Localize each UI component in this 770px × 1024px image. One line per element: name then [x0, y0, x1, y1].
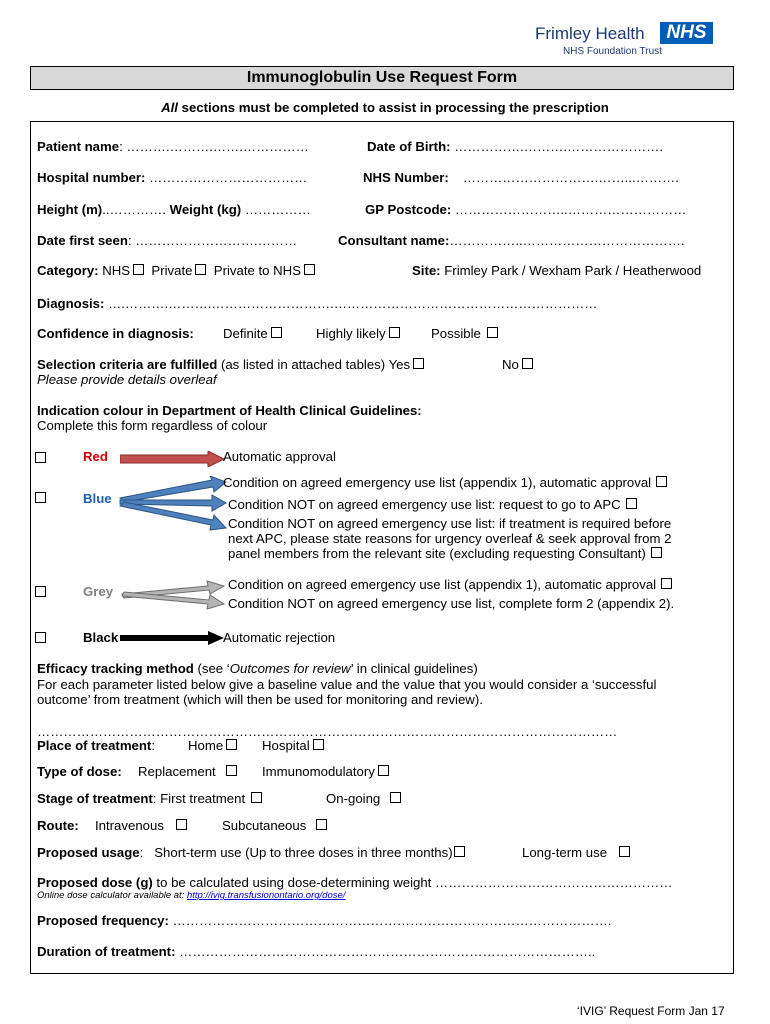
usage-field: Proposed usage: Short-term use (Up to three doses in three months) — [37, 845, 465, 860]
efficacy-dots[interactable]: …………………………………………………………………………………………………………………… — [37, 724, 618, 739]
route-subcutaneous-checkbox[interactable] — [316, 819, 327, 830]
category-nhs-checkbox[interactable] — [133, 264, 144, 275]
usage-long — [522, 845, 630, 860]
blue-option-3-checkbox[interactable] — [651, 547, 662, 558]
grey-option-1-checkbox[interactable] — [661, 578, 672, 589]
blue-option-1-checkbox[interactable] — [656, 476, 667, 487]
dose-rest: to be calculated using dose-determining weight ……………………………………………… — [152, 875, 673, 890]
frequency-label: Proposed frequency: — [37, 913, 169, 928]
confidence-definite — [223, 326, 282, 341]
route-intravenous-label: Intravenous — [95, 818, 164, 833]
category-private: Private — [151, 263, 193, 278]
hospital-number-label: Hospital number: — [37, 170, 146, 185]
dose-type-replacement-checkbox[interactable] — [226, 765, 237, 776]
usage-short-label: Short-term use (Up to three doses in three months) — [154, 845, 453, 860]
diagnosis-label: Diagnosis: — [37, 296, 105, 311]
blue-option-3-line3: panel members from the relevant site (excluding requesting Consultant) — [228, 546, 646, 561]
diagnosis-field[interactable] — [37, 296, 598, 311]
indication-subheading: Complete this form regardless of colour — [37, 418, 268, 433]
dob-dots: …………….……….…………………. — [450, 139, 663, 154]
grey-option-1-text: Condition on agreed emergency use list (appendix 1), automatic approval — [228, 577, 657, 592]
nhs-number-label: NHS Number: — [363, 170, 449, 185]
site-field — [412, 263, 701, 278]
trust-subtitle: NHS Foundation Trust — [563, 46, 662, 57]
grey-arrows — [120, 580, 226, 610]
route-label: Route: — [37, 818, 79, 833]
confidence-label: Confidence in diagnosis: — [37, 326, 194, 341]
calculator-link[interactable]: http://ivig.transfusionontario.org/dose/ — [186, 890, 346, 901]
gp-postcode-label: GP Postcode: — [365, 202, 452, 217]
grey-checkbox[interactable] — [35, 586, 46, 597]
red-checkbox[interactable] — [35, 452, 46, 463]
nhs-logo: NHS — [660, 22, 713, 44]
site-label: Site: — [412, 263, 441, 278]
stage-first-checkbox[interactable] — [251, 792, 262, 803]
usage-long-checkbox[interactable] — [619, 846, 630, 857]
dose-field[interactable] — [37, 875, 672, 890]
patient-name-field[interactable] — [37, 139, 309, 154]
form-title: Immunoglobulin Use Request Form — [30, 66, 734, 90]
site-value: Frimley Park / Wexham Park / Heatherwood — [440, 263, 702, 278]
blue-option-2 — [228, 497, 637, 512]
red-text: Automatic approval — [223, 449, 336, 464]
efficacy-rest-em: Outcomes for review — [229, 661, 351, 676]
grey-option-2: Condition NOT on agreed emergency use list, complete form 2 (appendix 2). — [228, 596, 675, 611]
confidence-possible-label: Possible — [431, 326, 481, 341]
confidence-possible — [431, 326, 498, 341]
dob-label: Date of Birth: — [367, 139, 451, 154]
stage-ongoing — [326, 791, 401, 806]
calculator-note — [37, 890, 345, 901]
efficacy-rest-b: ’ in clinical guidelines) — [350, 661, 478, 676]
selection-no-label: No — [502, 357, 519, 372]
dose-type-label: Type of dose: — [37, 764, 122, 779]
height-weight-field[interactable] — [37, 202, 311, 217]
blue-option-2-text: Condition NOT on agreed emergency use list: request to go to APC — [228, 497, 621, 512]
weight-label: Weight (kg) — [165, 202, 242, 217]
gp-postcode-field[interactable] — [365, 202, 686, 217]
route-intravenous-checkbox[interactable] — [176, 819, 187, 830]
black-arrow — [120, 631, 225, 645]
route-subcutaneous-label: Subcutaneous — [222, 818, 307, 833]
calculator-note-text: Online dose calculator available at: — [37, 890, 187, 901]
date-first-seen-label: Date first seen — [37, 233, 128, 248]
blue-option-2-checkbox[interactable] — [626, 498, 637, 509]
stage-first-label: First treatment — [160, 791, 246, 806]
place-home-label: Home — [188, 738, 224, 753]
place-label: Place of treatment: — [37, 738, 156, 753]
blue-option-3 — [228, 546, 662, 561]
dose-type-immunomodulatory-checkbox[interactable] — [378, 765, 389, 776]
form-subtitle — [0, 100, 770, 115]
frequency-field[interactable] — [37, 913, 611, 928]
patient-name-label: Patient name — [37, 139, 120, 154]
selection-yes-checkbox[interactable] — [413, 358, 424, 369]
confidence-highly-likely-label: Highly likely — [316, 326, 386, 341]
selection-no-checkbox[interactable] — [522, 358, 533, 369]
blue-option-3-line1: Condition NOT on agreed emergency use list: if treatment is required before — [228, 516, 672, 531]
date-first-seen-field[interactable] — [37, 233, 297, 248]
diagnosis-dots: ….……….……….……………………….…………………………………………………… — [104, 296, 598, 311]
category-label: Category: — [37, 263, 99, 278]
blue-option-3-line2: next APC, please state reasons for urgency overleaf & seek approval from 2 — [228, 531, 672, 546]
trust-name: Frimley Health — [535, 24, 645, 43]
usage-short-checkbox[interactable] — [454, 846, 465, 857]
black-checkbox[interactable] — [35, 632, 46, 643]
black-label: Black — [83, 630, 119, 645]
confidence-definite-checkbox[interactable] — [271, 327, 282, 338]
stage-ongoing-label: On-going — [326, 791, 381, 806]
selection-yes-label: (as listed in attached tables) Yes — [217, 357, 411, 372]
subtitle-emphasis: All — [161, 100, 178, 115]
efficacy-line1: For each parameter listed below give a baseline value and the value that you would consider a ‘successful — [37, 677, 657, 692]
category-field — [37, 263, 315, 278]
duration-field[interactable] — [37, 944, 595, 959]
stage-ongoing-checkbox[interactable] — [390, 792, 401, 803]
indication-heading: Indication colour in Department of Health Clinical Guidelines: — [37, 403, 422, 418]
selection-no — [502, 357, 533, 372]
weight-dots: …………… — [241, 202, 311, 217]
confidence-possible-checkbox[interactable] — [487, 327, 498, 338]
route-subcutaneous — [222, 818, 327, 833]
black-text: Automatic rejection — [223, 630, 336, 645]
red-arrow — [120, 451, 225, 467]
subtitle-text: sections must be completed to assist in processing the prescription — [177, 100, 609, 115]
consultant-dots: ……………..………………………………. — [449, 233, 685, 248]
dose-type-immunomodulatory — [262, 764, 389, 779]
category-private-checkbox[interactable] — [195, 264, 206, 275]
grey-option-1 — [228, 577, 672, 592]
category-nhs: NHS — [102, 263, 131, 278]
usage-label: Proposed usage — [37, 845, 140, 860]
selection-label: Selection criteria are fulfilled — [37, 357, 218, 372]
place-hospital — [262, 738, 324, 753]
dose-type-replacement — [138, 764, 237, 779]
efficacy-label: Efficacy tracking method — [37, 661, 194, 676]
confidence-highly-likely — [316, 326, 400, 341]
blue-label: Blue — [83, 491, 112, 506]
height-label: Height (m) — [37, 202, 103, 217]
efficacy-heading — [37, 661, 478, 676]
footer-text: ‘IVIG’ Request Form Jan 17 — [577, 1004, 725, 1018]
blue-option-1 — [223, 475, 667, 490]
stage-field: Stage of treatment: First treatment — [37, 791, 262, 806]
patient-name-dots: : ……….……….…….…………… — [119, 139, 309, 154]
blue-arrows — [118, 476, 228, 534]
consultant-label: Consultant name: — [338, 233, 450, 248]
stage-label: Stage of treatment — [37, 791, 153, 806]
selection-criteria — [37, 357, 424, 372]
selection-note: Please provide details overleaf — [37, 372, 217, 387]
place-hospital-label: Hospital — [262, 738, 310, 753]
dose-type-replacement-label: Replacement — [138, 764, 216, 779]
confidence-highly-likely-checkbox[interactable] — [389, 327, 400, 338]
category-private-to-nhs-checkbox[interactable] — [304, 264, 315, 275]
category-private-to-nhs: Private to NHS — [213, 263, 301, 278]
blue-option-1-text: Condition on agreed emergency use list (appendix 1), automatic approval — [223, 475, 652, 490]
nhs-number-dots: ………………………….……...………. — [462, 170, 679, 185]
efficacy-line2: outcome’ from treatment (which will then be used for monitoring and review). — [37, 692, 483, 707]
nhs-number-field[interactable] — [363, 170, 679, 185]
dose-label: Proposed dose (g) — [37, 875, 153, 890]
red-label: Red — [83, 449, 108, 464]
route-intravenous — [95, 818, 187, 833]
blue-checkbox[interactable] — [35, 492, 46, 503]
place-hospital-checkbox[interactable] — [313, 739, 324, 750]
place-home-checkbox[interactable] — [226, 739, 237, 750]
grey-label: Grey — [83, 584, 114, 599]
frequency-dots: ………………………………………………………………………………………. — [168, 913, 612, 928]
gp-postcode-dots: ……………………..……………………… — [451, 202, 687, 217]
usage-long-label: Long-term use — [522, 845, 608, 860]
hospital-number-dots: ……………………………… — [145, 170, 308, 185]
confidence-definite-label: Definite — [223, 326, 268, 341]
dose-type-immunomodulatory-label: Immunomodulatory — [262, 764, 375, 779]
place-home — [188, 738, 237, 753]
height-dots: ..…………. — [102, 202, 166, 217]
duration-label: Duration of treatment: — [37, 944, 176, 959]
date-first-seen-dots: : ……………………….……… — [127, 233, 298, 248]
place-label-text: Place of treatment — [37, 738, 152, 753]
duration-dots: ………………………………………………………………………………….. — [175, 944, 596, 959]
hospital-number-field[interactable] — [37, 170, 307, 185]
consultant-field[interactable] — [338, 233, 685, 248]
dob-field[interactable] — [367, 139, 663, 154]
efficacy-rest-a: (see ‘ — [193, 661, 230, 676]
